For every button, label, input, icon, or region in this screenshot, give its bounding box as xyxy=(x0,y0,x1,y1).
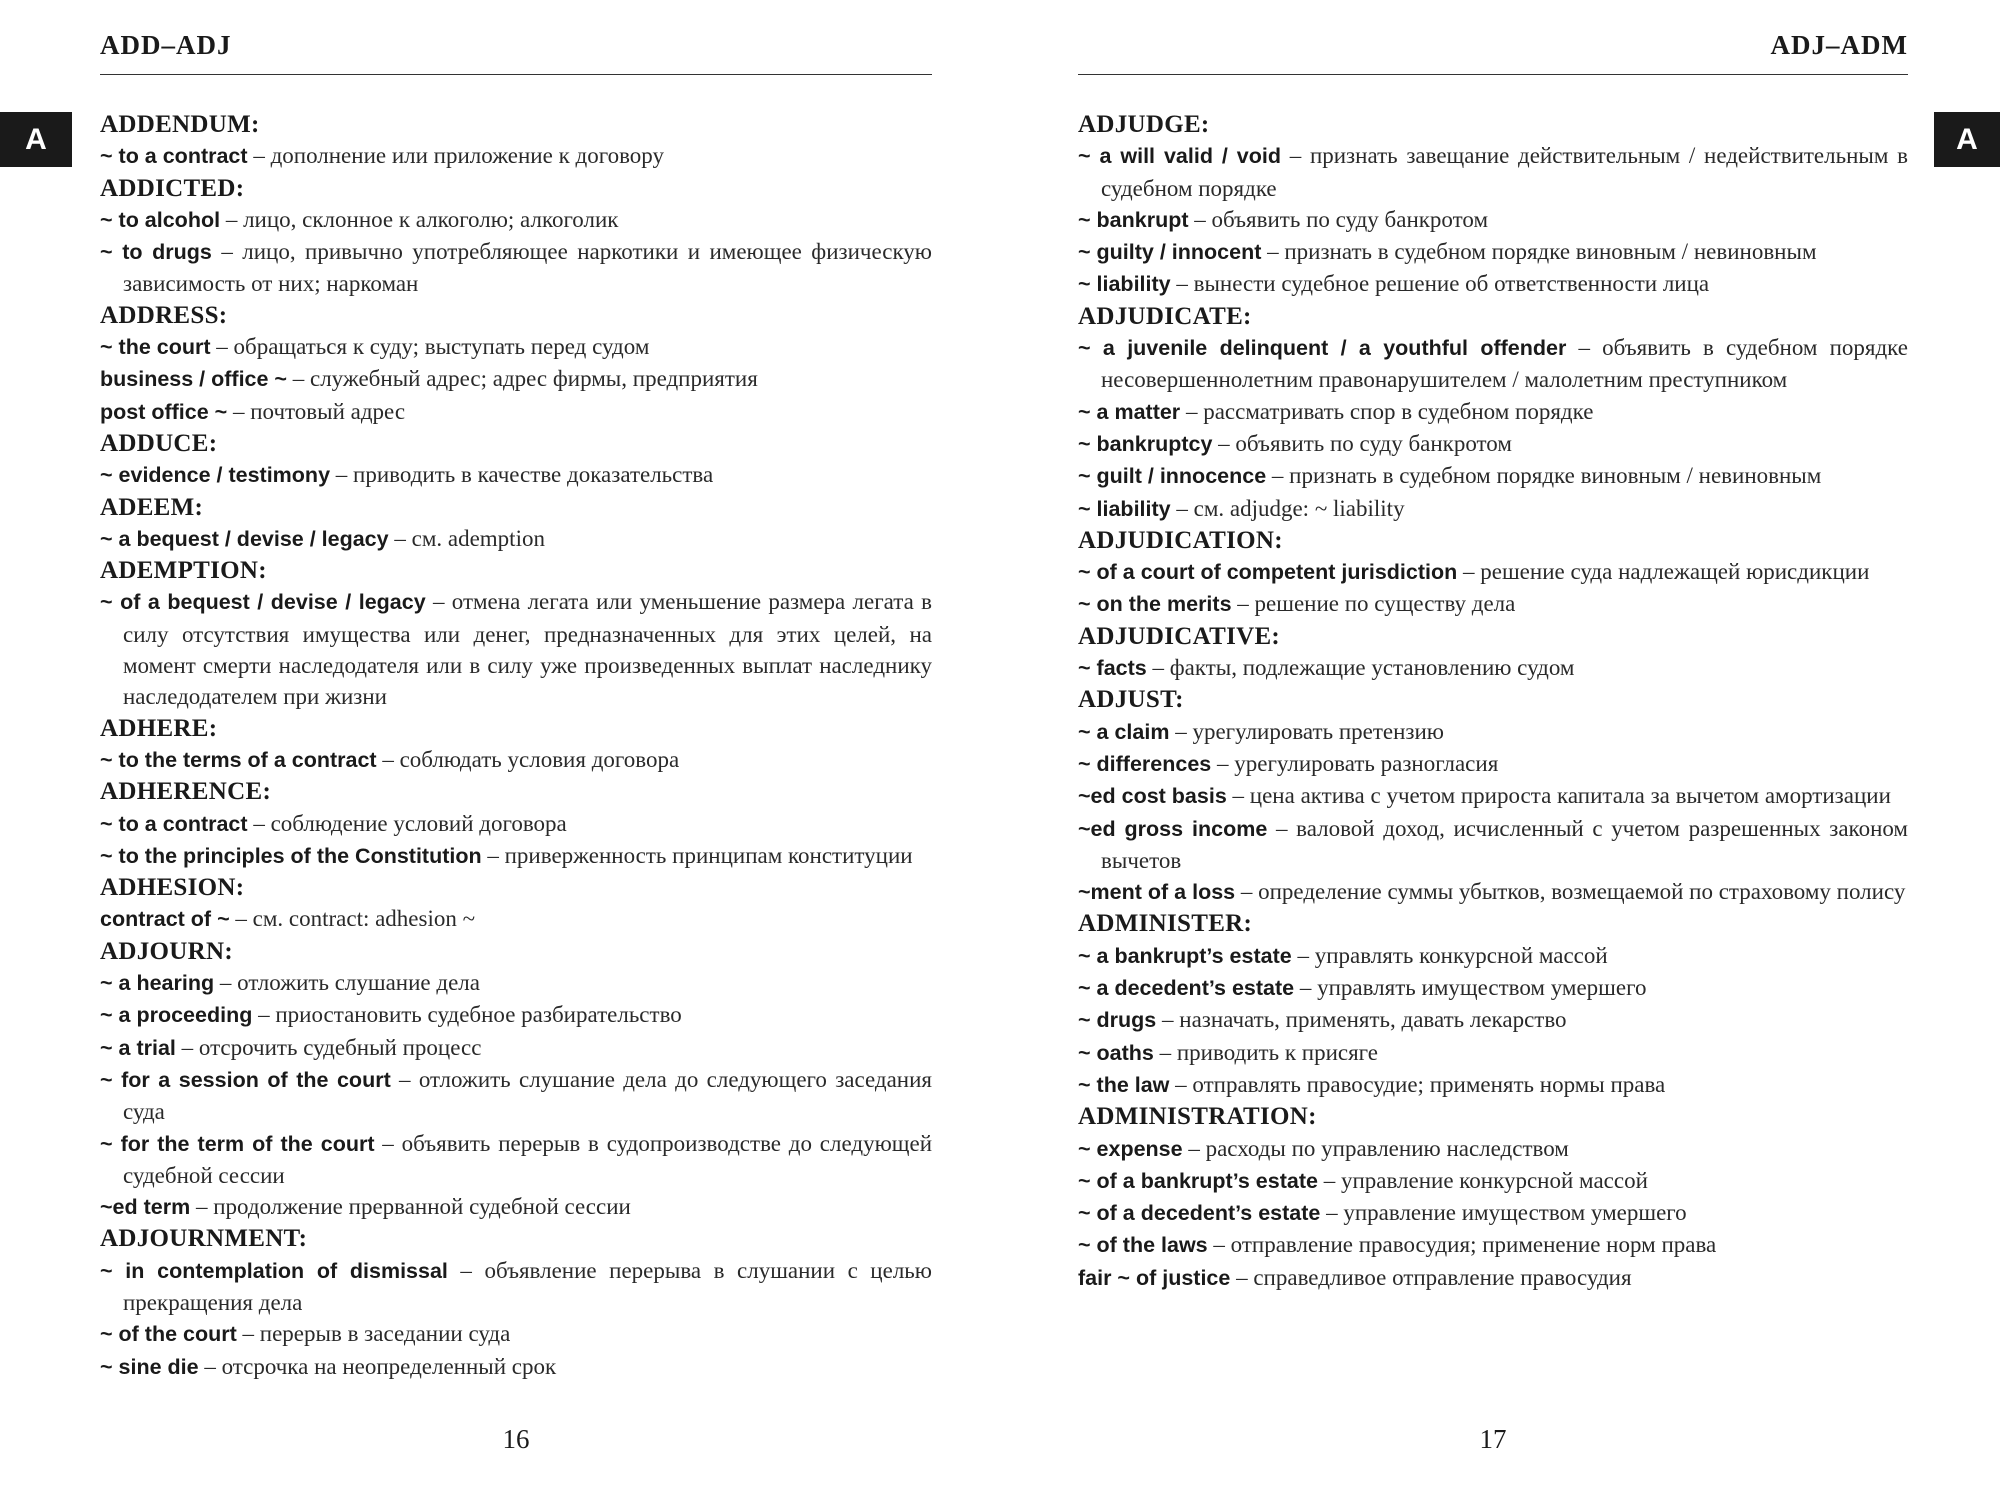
sense-translation: – отправление правосудия; применение норм права xyxy=(1207,1232,1717,1258)
sense-term: ~ evidence / testimony xyxy=(100,463,331,488)
sense-term: ~ facts xyxy=(1078,656,1147,681)
sense-term: ~ to a contract xyxy=(100,811,248,836)
sense-translation: – обращаться к суду; выступать перед судом xyxy=(210,334,650,360)
entry-list xyxy=(1078,109,1908,1294)
entry-sense xyxy=(1078,652,1908,684)
entry-list xyxy=(100,109,932,1383)
sense-translation: – продолжение прерванной судебной сессии xyxy=(190,1194,631,1220)
sense-term: ~ bankruptcy xyxy=(1078,431,1213,456)
entry-sense xyxy=(100,1191,932,1223)
sense-translation: – объявить по суду банкротом xyxy=(1188,206,1488,232)
sense-translation: – приверженность принципам конституции xyxy=(481,842,913,868)
sense-term: ~ed gross income xyxy=(1078,816,1268,841)
sense-translation: – определение суммы убытков, возмещаемой по страховому полису xyxy=(1235,879,1906,905)
entry-sense xyxy=(1078,396,1908,428)
sense-term: post office ~ xyxy=(100,399,228,424)
entry-sense xyxy=(1078,268,1908,300)
entry-headword: ADJOURNMENT: xyxy=(100,1225,308,1253)
sense-translation: – факты, подлежащие установлению судом xyxy=(1146,655,1575,681)
sense-translation: – урегулировать разногласия xyxy=(1211,750,1499,776)
sense-term: ~ differences xyxy=(1078,751,1212,776)
sense-term: ~ for a session of the court xyxy=(100,1067,391,1092)
entry-sense xyxy=(1078,204,1908,236)
entry-sense xyxy=(100,236,932,300)
sense-translation: – лицо, склонное к алкоголю; алкоголик xyxy=(220,206,619,232)
sense-translation: – отправлять правосудие; применять нормы права xyxy=(1169,1071,1666,1097)
sense-translation: – объявить по суду банкротом xyxy=(1212,430,1512,456)
entry-headword: ADJUST: xyxy=(1078,686,1184,714)
sense-term: ~ expense xyxy=(1078,1136,1183,1161)
sense-translation: – см. ademption xyxy=(388,525,545,551)
sense-translation: – расходы по управлению наследством xyxy=(1182,1135,1569,1161)
entry-headword: ADDRESS: xyxy=(100,301,228,329)
sense-translation: – приводить к присяге xyxy=(1153,1039,1379,1065)
entry-sense xyxy=(100,140,932,172)
thumb-index-tab: A xyxy=(0,112,72,167)
sense-translation: – управлять конкурсной массой xyxy=(1291,942,1608,968)
sense-translation: – вынести судебное решение об ответственности лица xyxy=(1170,271,1710,297)
sense-term: fair ~ of justice xyxy=(1078,1265,1231,1290)
entry-headword: ADMINISTER: xyxy=(1078,910,1253,938)
sense-term: ~ to alcohol xyxy=(100,207,221,232)
sense-translation: – назначать, применять, давать лекарство xyxy=(1156,1007,1567,1033)
entry-sense xyxy=(1078,780,1908,812)
sense-translation: – отложить слушание дела до следующего заседания суда xyxy=(123,1066,932,1125)
entry-sense xyxy=(1078,972,1908,1004)
entry-headword: ADDENDUM: xyxy=(100,111,260,138)
entry-headword: ADJOURN: xyxy=(100,937,233,965)
sense-term: ~ on the merits xyxy=(1078,592,1232,617)
sense-term: ~ guilt / innocence xyxy=(1078,464,1267,489)
entry-sense xyxy=(100,1064,932,1128)
entry-sense xyxy=(1078,556,1908,588)
running-head: ADD–ADJ xyxy=(100,30,232,60)
sense-translation: – служебный адрес; адрес фирмы, предприятия xyxy=(287,366,758,392)
sense-translation: – цена актива с учетом прироста капитала за вычетом амортизации xyxy=(1226,783,1891,809)
sense-term: ~ a trial xyxy=(100,1035,176,1060)
entry-sense xyxy=(1078,236,1908,268)
sense-term: ~ a hearing xyxy=(100,971,215,996)
sense-term: ~ a bequest / devise / legacy xyxy=(100,526,389,551)
sense-term: ~ a juvenile delinquent / a youthful offender xyxy=(1078,336,1567,361)
sense-translation: – соблюдение условий договора xyxy=(247,810,567,836)
sense-term: ~ to drugs xyxy=(100,240,212,265)
entry-sense xyxy=(1078,748,1908,780)
sense-translation: – управление имуществом умершего xyxy=(1320,1200,1687,1226)
sense-term: ~ bankrupt xyxy=(1078,207,1189,232)
sense-translation: – объявление перерыва в слушании с целью прекращения дела xyxy=(123,1257,932,1315)
page-number: 16 xyxy=(502,1424,530,1454)
sense-term: ~ of the court xyxy=(100,1322,237,1347)
sense-translation: – перерыв в заседании суда xyxy=(236,1321,511,1347)
entry-headword: ADEEM: xyxy=(100,493,204,521)
sense-translation: – признать в судебном порядке виновным / невиновным xyxy=(1261,239,1817,265)
entry-sense xyxy=(100,999,932,1031)
sense-term: ~ liability xyxy=(1078,496,1171,521)
entry-sense xyxy=(1078,1133,1908,1165)
sense-term: ~ a bankrupt’s estate xyxy=(1078,943,1292,968)
sense-term: business / office ~ xyxy=(100,367,287,392)
sense-translation: – приостановить судебное разбирательство xyxy=(252,1002,682,1028)
sense-translation: – управлять имуществом умершего xyxy=(1294,975,1647,1001)
sense-term: ~ed term xyxy=(100,1195,191,1220)
entry-sense xyxy=(100,331,932,363)
sense-term: ~ of a decedent’s estate xyxy=(1078,1201,1321,1226)
entry-sense xyxy=(100,1255,932,1319)
entry-sense xyxy=(1078,493,1908,525)
sense-translation: – признать завещание действительным / недействительным в судебном порядке xyxy=(1101,143,1908,201)
sense-term: ~ for the term of the court xyxy=(100,1131,375,1156)
entry-sense xyxy=(1078,1229,1908,1261)
right-page xyxy=(1078,0,1908,1493)
entry-sense xyxy=(1078,588,1908,620)
entry-headword: ADDICTED: xyxy=(100,174,245,202)
entry-headword: ADJUDICATION: xyxy=(1078,526,1283,554)
entry-headword: ADDUCE: xyxy=(100,429,218,457)
sense-translation: – лицо, привычно употребляющее наркотики и имеющее физическую зависимость от них; наркоман xyxy=(123,239,932,297)
entry-sense xyxy=(100,523,932,555)
left-page xyxy=(100,0,932,1493)
entry-sense xyxy=(1078,1004,1908,1036)
entry-sense xyxy=(100,744,932,776)
entry-sense xyxy=(1078,716,1908,748)
sense-translation: – отсрочить судебный процесс xyxy=(175,1034,482,1060)
sense-term: ~ment of a loss xyxy=(1078,880,1236,905)
entry-sense xyxy=(1078,813,1908,877)
entry-sense xyxy=(1078,460,1908,492)
entry-sense xyxy=(100,586,932,712)
sense-translation: – отсрочка на неопределенный срок xyxy=(198,1353,557,1379)
entry-sense xyxy=(100,1128,932,1192)
sense-translation: – объявить в судебном порядке несовершеннолетним правонарушителем / малолетним преступником xyxy=(1101,335,1908,393)
sense-translation: – признать в судебном порядке виновным / невиновным xyxy=(1266,463,1822,489)
sense-translation: – см. contract: adhesion ~ xyxy=(229,906,476,932)
sense-translation: – объявить перерыв в судопроизводстве до следующей судебной сессии xyxy=(123,1130,932,1188)
sense-translation: – приводить в качестве доказательства xyxy=(330,462,714,488)
header-rule xyxy=(100,74,932,75)
entry-sense xyxy=(1078,428,1908,460)
running-head: ADJ–ADM xyxy=(1770,30,1908,60)
sense-translation: – отмена легата или уменьшение размера легата в силу отсутствия имущества или денег, предназначенных для этих целей, на момент смерти наследодателя или в силу уже произведенных выплат наследнику наследодателем при жизни xyxy=(123,589,932,710)
sense-term: ~ of a bankrupt’s estate xyxy=(1078,1168,1318,1193)
sense-translation: – валовой доход, исчисленный с учетом разрешенных законом вычетов xyxy=(1101,815,1908,873)
sense-term: ~ of a court of competent jurisdiction xyxy=(1078,560,1458,585)
sense-translation: – справедливое отправление правосудия xyxy=(1230,1264,1632,1290)
sense-term: ~ed cost basis xyxy=(1078,784,1227,809)
sense-term: ~ liability xyxy=(1078,272,1171,297)
entry-sense xyxy=(1078,940,1908,972)
sense-term: ~ a matter xyxy=(1078,399,1181,424)
entry-sense xyxy=(1078,876,1908,908)
sense-translation: – управление конкурсной массой xyxy=(1317,1167,1648,1193)
entry-sense xyxy=(1078,1165,1908,1197)
sense-translation: – решение по существу дела xyxy=(1231,591,1516,617)
entry-sense xyxy=(100,903,932,935)
entry-sense xyxy=(100,967,932,999)
sense-translation: – дополнение или приложение к договору xyxy=(247,143,664,169)
entry-headword: ADHERE: xyxy=(100,714,218,742)
sense-translation: – отложить слушание дела xyxy=(214,970,480,996)
entry-sense xyxy=(1078,1069,1908,1101)
sense-term: ~ guilty / innocent xyxy=(1078,240,1262,265)
entry-sense xyxy=(100,204,932,236)
entry-sense xyxy=(100,363,932,395)
entry-sense xyxy=(100,1351,932,1383)
sense-translation: – решение суда надлежащей юрисдикции xyxy=(1457,559,1870,585)
entry-headword: ADMINISTRATION: xyxy=(1078,1103,1317,1131)
sense-term: ~ of the laws xyxy=(1078,1233,1208,1258)
entry-sense xyxy=(100,459,932,491)
sense-translation: – рассматривать спор в судебном порядке xyxy=(1180,398,1594,424)
sense-term: ~ of a bequest / devise / legacy xyxy=(100,590,426,615)
entry-sense xyxy=(100,1318,932,1350)
entry-headword: ADHERENCE: xyxy=(100,778,272,806)
entry-headword: ADJUDGE: xyxy=(1078,111,1210,138)
sense-term: contract of ~ xyxy=(100,907,230,932)
sense-translation: – урегулировать претензию xyxy=(1169,718,1444,744)
sense-term: ~ the court xyxy=(100,335,211,360)
entry-sense xyxy=(1078,332,1908,396)
sense-term: ~ the law xyxy=(1078,1072,1170,1097)
sense-term: ~ to the terms of a contract xyxy=(100,747,377,772)
sense-translation: – соблюдать условия договора xyxy=(376,746,680,772)
sense-term: ~ a decedent’s estate xyxy=(1078,976,1295,1001)
sense-term: ~ to a contract xyxy=(100,144,248,169)
thumb-index-tab: A xyxy=(1934,112,2000,167)
sense-term: ~ sine die xyxy=(100,1354,199,1379)
entry-sense xyxy=(1078,1197,1908,1229)
entry-sense xyxy=(100,1032,932,1064)
entry-sense xyxy=(1078,140,1908,204)
entry-headword: ADJUDICATE: xyxy=(1078,302,1252,330)
sense-translation: – см. adjudge: ~ liability xyxy=(1170,495,1405,521)
page-number: 17 xyxy=(1479,1424,1507,1454)
header-rule xyxy=(1078,74,1908,75)
sense-term: ~ drugs xyxy=(1078,1008,1157,1033)
entry-headword: ADJUDICATIVE: xyxy=(1078,622,1281,650)
sense-translation: – почтовый адрес xyxy=(227,398,406,424)
entry-sense xyxy=(100,396,932,428)
sense-term: ~ a claim xyxy=(1078,719,1170,744)
entry-sense xyxy=(1078,1037,1908,1069)
entry-sense xyxy=(100,808,932,840)
entry-headword: ADHESION: xyxy=(100,874,245,902)
sense-term: ~ in contemplation of dismissal xyxy=(100,1258,448,1283)
sense-term: ~ to the principles of the Constitution xyxy=(100,843,482,868)
entry-sense xyxy=(100,840,932,872)
entry-headword: ADEMPTION: xyxy=(100,557,267,585)
sense-term: ~ oaths xyxy=(1078,1040,1154,1065)
sense-term: ~ a will valid / void xyxy=(1078,144,1282,169)
sense-term: ~ a proceeding xyxy=(100,1003,253,1028)
entry-sense xyxy=(1078,1262,1908,1294)
